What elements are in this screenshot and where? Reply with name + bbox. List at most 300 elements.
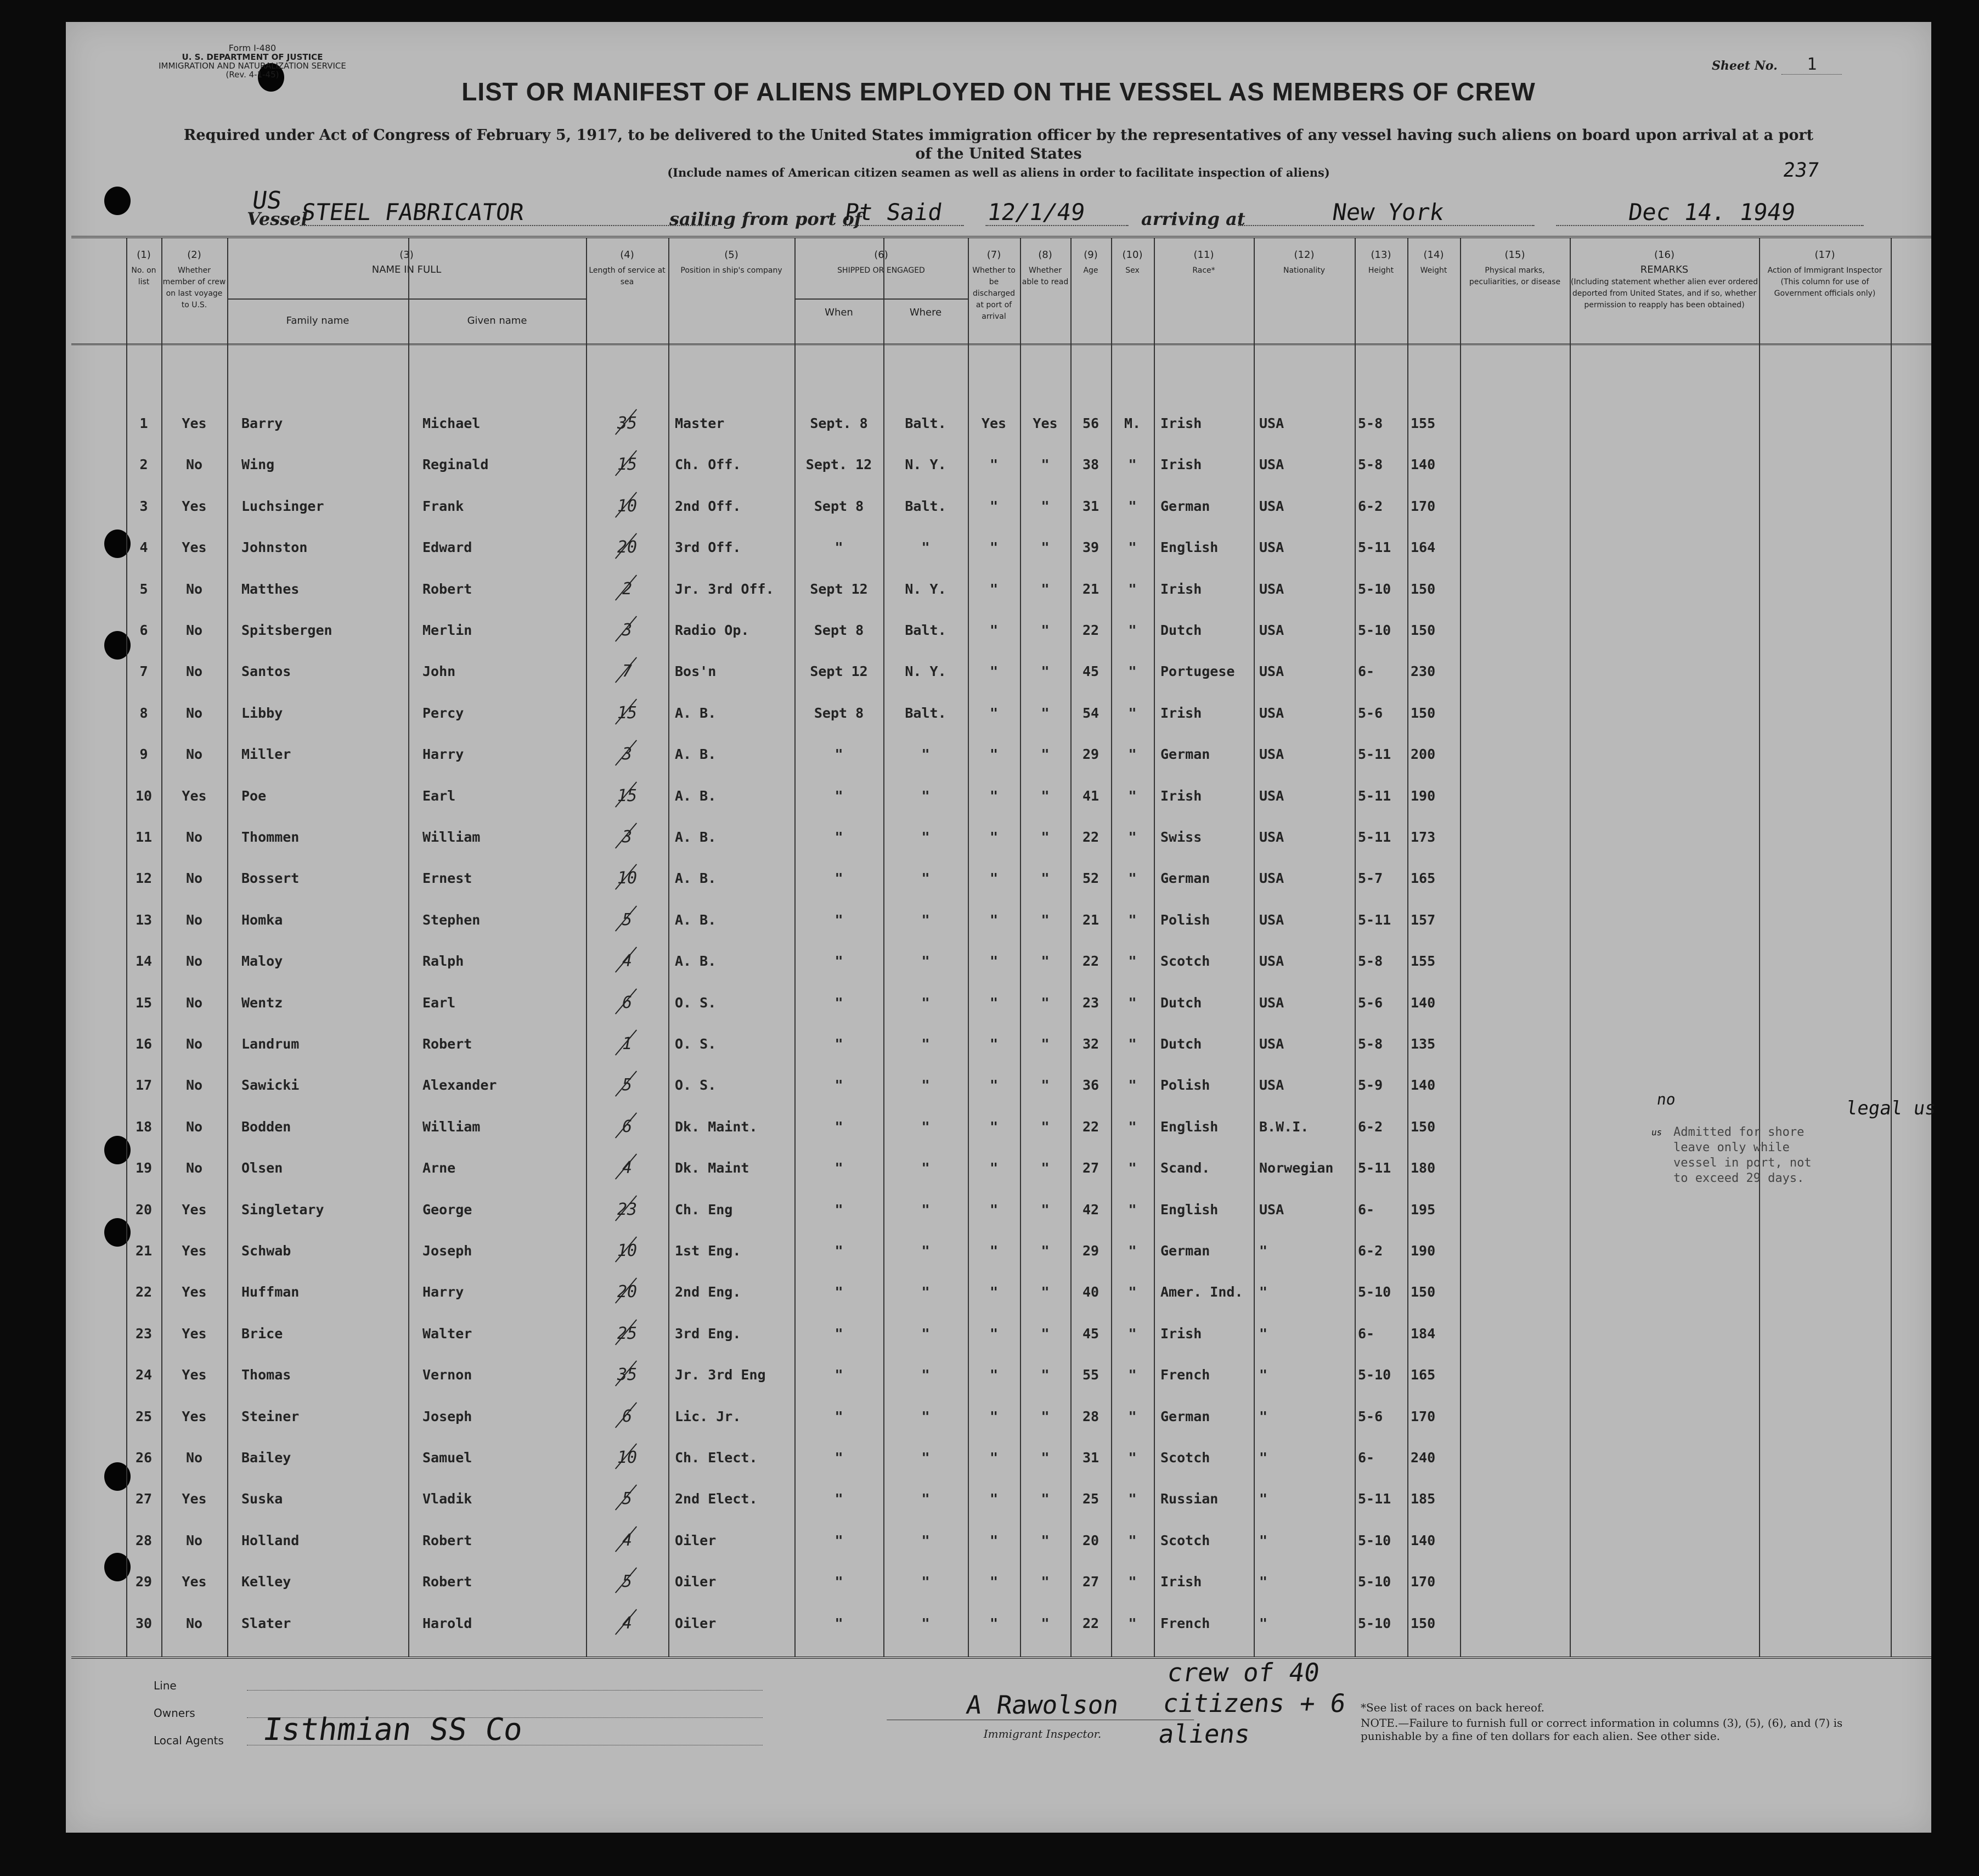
cell-given-name: Earl [422,787,456,804]
table-row [71,1603,1931,1644]
cell-last-voyage: No [185,1160,203,1176]
cell-given-name: Percy [422,705,464,721]
cell-last-voyage: Yes [182,1325,207,1342]
cell-last-voyage: Yes [182,539,207,556]
cell-shipped-where: " [921,1160,930,1176]
cell-row-number: 15 [135,994,153,1011]
cell-height: 5-11 [1358,829,1391,845]
cell-nationality: USA [1259,1077,1284,1094]
cell-sex: " [1128,1574,1137,1590]
cell-height: 6- [1358,1450,1375,1466]
cell-weight: 165 [1411,870,1436,887]
cell-row-number: 9 [139,746,148,763]
cell-discharged: " [989,622,999,638]
cell-height: 5-10 [1358,1532,1391,1548]
cell-shipped-when: " [835,1325,843,1342]
cell-shipped-when: " [835,539,843,556]
cell-weight: 170 [1411,1408,1436,1424]
page-number: 237 [1781,159,1820,182]
cell-sex: " [1128,457,1137,473]
cell-service-length: 4 [622,1530,633,1550]
col-header-6: (6) SHIPPED OR ENGAGED [837,249,925,275]
col-header-2: (2) Whether member of crew on last voyage to U.S. [162,249,226,309]
table-row [71,568,1931,610]
cell-nationality: USA [1259,663,1284,680]
cell-nationality: USA [1259,994,1284,1011]
cell-race: French [1160,1615,1210,1631]
vessel-flag: US [250,187,284,215]
cell-given-name: Merlin [422,622,472,638]
cell-service-length: 15 [617,786,638,805]
cell-service-length: 6 [622,993,633,1012]
fine-note-text: Failure to furnish full or correct information in columns (3), (5), (6), and (7) is punishable by a fine of ten dollars for each alien. See other side. [1361,1716,1843,1743]
cell-height: 5-8 [1358,415,1383,431]
cell-last-voyage: Yes [182,1243,207,1259]
cell-shipped-when: Sept 12 [810,663,868,680]
cell-service-length: 20 [617,538,638,557]
cell-race: German [1160,498,1210,514]
cell-service-length: 15 [617,703,638,723]
cell-age: 22 [1082,953,1100,970]
arriving-label: arriving at [1141,209,1245,229]
cell-sex: " [1128,1325,1137,1342]
cell-able-to-read: " [1041,1574,1050,1590]
table-row [71,1189,1931,1230]
cell-race: Irish [1160,705,1202,721]
cell-able-to-read: " [1041,581,1050,597]
cell-family-name: Bodden [241,1118,291,1135]
cell-last-voyage: No [185,1036,203,1052]
cell-given-name: Harold [422,1615,472,1631]
agents-value: Isthmian SS Co [261,1712,525,1748]
cell-sex: " [1128,994,1137,1011]
cell-position: 2nd Off. [675,498,741,514]
table-row [71,734,1931,775]
cell-age: 55 [1082,1367,1100,1383]
cell-age: 27 [1082,1160,1100,1176]
table-row [71,444,1931,485]
col-header-given: Given name [467,315,527,326]
cell-shipped-where: " [921,1243,930,1259]
cell-age: 45 [1082,1325,1100,1342]
table-row [71,1520,1931,1561]
cell-sex: " [1128,581,1137,597]
cell-discharged: " [989,870,999,887]
cell-shipped-where: " [921,1408,930,1424]
cell-given-name: Edward [422,539,472,556]
cell-last-voyage: No [185,746,203,763]
cell-service-length: 4 [622,951,633,971]
inspector-label: Immigrant Inspector. [983,1727,1102,1740]
cell-able-to-read: " [1041,787,1050,804]
cell-service-length: 3 [622,621,633,640]
cell-shipped-when: " [835,1408,843,1424]
cell-discharged: " [989,1491,999,1507]
cell-family-name: Wing [241,457,275,473]
cell-weight: 184 [1411,1325,1436,1342]
cell-position: Oiler [675,1615,717,1631]
table-row [71,1230,1931,1271]
cell-weight: 164 [1411,539,1436,556]
cell-discharged: " [989,1243,999,1259]
cell-shipped-where: " [921,994,930,1011]
agents-label: Local Agents [154,1734,224,1747]
cell-sex: " [1128,1036,1137,1052]
cell-discharged: " [989,787,999,804]
cell-sex: " [1128,1077,1137,1094]
cell-row-number: 11 [135,829,153,845]
table-row [71,858,1931,899]
cell-shipped-where: " [921,787,930,804]
cell-race: Irish [1160,581,1202,597]
department: U. S. DEPARTMENT OF JUSTICE [182,52,323,62]
cell-last-voyage: No [185,994,203,1011]
cell-sex: " [1128,1532,1137,1548]
cell-age: 36 [1082,1077,1100,1094]
cell-family-name: Singletary [241,1201,324,1218]
cell-weight: 135 [1411,1036,1436,1052]
cell-row-number: 17 [135,1077,153,1094]
cell-shipped-where: " [921,1532,930,1548]
cell-age: 42 [1082,1201,1100,1218]
cell-family-name: Barry [241,415,283,431]
cell-age: 27 [1082,1574,1100,1590]
cell-shipped-when: " [835,911,843,928]
cell-last-voyage: Yes [182,787,207,804]
cell-weight: 150 [1411,1284,1436,1300]
cell-sex: " [1128,1491,1137,1507]
cell-weight: 157 [1411,911,1436,928]
cell-discharged: " [989,994,999,1011]
cell-sex: " [1128,1615,1137,1631]
cell-given-name: Vladik [422,1491,472,1507]
cell-nationality: USA [1259,705,1284,721]
cell-row-number: 28 [135,1532,153,1548]
cell-sex: " [1128,911,1137,928]
cell-height: 5-10 [1358,622,1391,638]
table-row [71,1023,1931,1064]
cell-race: Irish [1160,415,1202,431]
cell-sex: " [1128,1284,1137,1300]
cell-weight: 230 [1411,663,1436,680]
cell-age: 21 [1082,911,1100,928]
cell-nationality: USA [1259,870,1284,887]
cell-shipped-where: " [921,1077,930,1094]
cell-position: Oiler [675,1532,717,1548]
col-header-11: (11) Race* [1192,249,1215,275]
cell-sex: " [1128,1408,1137,1424]
cell-race: French [1160,1367,1210,1383]
form-identifier [148,44,357,79]
cell-able-to-read: " [1041,1532,1050,1548]
table-row [71,775,1931,816]
table-row [71,1478,1931,1519]
cell-weight: 155 [1411,953,1436,970]
cell-height: 6- [1358,1201,1375,1218]
cell-race: German [1160,870,1210,887]
cell-shipped-where: Balt. [905,415,946,431]
cell-height: 5-11 [1358,1491,1391,1507]
cell-weight: 190 [1411,1243,1436,1259]
cell-family-name: Bossert [241,870,300,887]
table-row [71,1064,1931,1106]
cell-discharged: " [989,1036,999,1052]
cell-race: English [1160,1201,1219,1218]
cell-shipped-when: " [835,953,843,970]
cell-service-length: 3 [622,827,633,847]
cell-last-voyage: Yes [182,1284,207,1300]
race-note: *See list of races on back hereof. [1361,1701,1545,1714]
cell-able-to-read: " [1041,1325,1050,1342]
cell-family-name: Santos [241,663,291,680]
cell-given-name: Robert [422,1532,472,1548]
cell-height: 5-11 [1358,911,1391,928]
cell-given-name: Alexander [422,1077,497,1094]
cell-weight: 170 [1411,1574,1436,1590]
cell-nationality: " [1259,1532,1268,1548]
cell-given-name: Samuel [422,1450,472,1466]
remarks-text: Admitted for shore leave only while vessel in port, not to exceed 29 days. [1673,1125,1812,1185]
cell-given-name: Robert [422,1036,472,1052]
cell-family-name: Schwab [241,1243,291,1259]
cell-family-name: Bailey [241,1450,291,1466]
cell-shipped-when: Sept 8 [814,498,864,514]
cell-able-to-read: " [1041,870,1050,887]
cell-given-name: William [422,829,481,845]
cell-height: 5-10 [1358,581,1391,597]
cell-family-name: Slater [241,1615,291,1631]
cell-row-number: 4 [139,539,148,556]
cell-row-number: 24 [135,1367,153,1383]
cell-race: German [1160,1243,1210,1259]
cell-shipped-where: " [921,829,930,845]
cell-discharged: " [989,1574,999,1590]
cell-position: 3rd Off. [675,539,741,556]
cell-sex: " [1128,953,1137,970]
cell-service-length: 35 [617,1365,638,1385]
cell-discharged: " [989,1408,999,1424]
cell-race: German [1160,746,1210,763]
cell-age: 23 [1082,994,1100,1011]
cell-weight: 240 [1411,1450,1436,1466]
cell-position: Radio Op. [675,622,749,638]
cell-last-voyage: No [185,622,203,638]
cell-weight: 170 [1411,498,1436,514]
cell-weight: 200 [1411,746,1436,763]
col-header-5: (5) Position in ship's company [680,249,782,275]
cell-sex: " [1128,705,1137,721]
cell-weight: 140 [1411,1532,1436,1548]
cell-nationality: " [1259,1574,1268,1590]
cell-able-to-read: " [1041,1243,1050,1259]
sheet-number-value: 1 [1781,55,1842,75]
cell-able-to-read: " [1041,1284,1050,1300]
cell-discharged: " [989,829,999,845]
cell-row-number: 14 [135,953,153,970]
cell-family-name: Huffman [241,1284,300,1300]
cell-given-name: George [422,1201,472,1218]
table-row [71,1313,1931,1354]
cell-nationality: USA [1259,457,1284,473]
cell-shipped-where: " [921,1201,930,1218]
cell-row-number: 6 [139,622,148,638]
cell-nationality: " [1259,1243,1268,1259]
cell-height: 5-8 [1358,953,1383,970]
cell-race: Dutch [1160,994,1202,1011]
col-header-15: (15) Physical marks, peculiarities, or disease [1469,249,1561,286]
cell-able-to-read: " [1041,1118,1050,1135]
cell-row-number: 16 [135,1036,153,1052]
cell-family-name: Matthes [241,581,300,597]
page-subtitle: Required under Act of Congress of February 5, 1917, to be delivered to the United States immigration officer by the representatives of any vessel having such aliens on board upon arrival at a port of the United States [183,127,1814,162]
cell-last-voyage: Yes [182,1201,207,1218]
manifest-sheet [66,22,1938,1833]
cell-age: 25 [1082,1491,1100,1507]
cell-age: 22 [1082,1615,1100,1631]
cell-weight: 190 [1411,787,1436,804]
inspector-signature: A Rawolson [887,1690,1198,1720]
col-header-where: Where [909,307,942,318]
table-row [71,940,1931,982]
cell-row-number: 29 [135,1574,153,1590]
cell-shipped-where: Balt. [905,498,946,514]
cell-height: 5-10 [1358,1574,1391,1590]
cell-age: 28 [1082,1408,1100,1424]
col-header-1: (1) No. on list [131,249,156,286]
cell-race: Dutch [1160,1036,1202,1052]
cell-last-voyage: No [185,1118,203,1135]
cell-discharged: " [989,911,999,928]
cell-discharged: " [989,1367,999,1383]
cell-shipped-where: " [921,1325,930,1342]
cell-able-to-read: " [1041,622,1050,638]
cell-height: 5-9 [1358,1077,1383,1094]
cell-sex: " [1128,539,1137,556]
remarks-note [1650,1090,1833,1186]
cell-given-name: Walter [422,1325,472,1342]
col-header-12: (12) Nationality [1283,249,1325,275]
cell-shipped-when: " [835,1160,843,1176]
cell-height: 5-8 [1358,1036,1383,1052]
cell-position: A. B. [675,870,717,887]
cell-discharged: " [989,581,999,597]
cell-race: Dutch [1160,622,1202,638]
cell-position: A. B. [675,911,717,928]
cell-sex: " [1128,1367,1137,1383]
table-row [71,982,1931,1023]
inspector-action: legal us [1845,1097,1938,1119]
header-subrule [794,298,968,300]
cell-shipped-when: " [835,1201,843,1218]
cell-position: Jr. 3rd Off. [675,581,774,597]
cell-row-number: 13 [135,911,153,928]
cell-given-name: John [422,663,456,680]
cell-shipped-when: " [835,1367,843,1383]
cell-age: 52 [1082,870,1100,887]
page-title: LIST OR MANIFEST OF ALIENS EMPLOYED ON THE VESSEL AS MEMBERS OF CREW [461,77,1536,106]
cell-race: Irish [1160,1325,1202,1342]
header-subrule [227,298,586,300]
cell-shipped-when: Sept. 8 [810,415,868,431]
cell-discharged: " [989,953,999,970]
crew-table [71,236,1931,1659]
cell-nationality: USA [1259,498,1284,514]
cell-age: 31 [1082,498,1100,514]
cell-weight: 140 [1411,1077,1436,1094]
cell-age: 32 [1082,1036,1100,1052]
cell-age: 54 [1082,705,1100,721]
cell-height: 5-10 [1358,1615,1391,1631]
cell-shipped-when: " [835,1118,843,1135]
cell-shipped-where: " [921,1367,930,1383]
cell-last-voyage: Yes [182,415,207,431]
col-header-family: Family name [286,315,349,326]
cell-sex: " [1128,870,1137,887]
col-header-7: (7) Whether to be discharged at port of arrival [972,249,1016,321]
cell-given-name: Ralph [422,953,464,970]
cell-sex: " [1128,622,1137,638]
cell-able-to-read: " [1041,911,1050,928]
cell-nationality: " [1259,1450,1268,1466]
cell-able-to-read: " [1041,1201,1050,1218]
cell-able-to-read: " [1041,705,1050,721]
table-row [71,692,1931,734]
cell-position: Ch. Eng [675,1201,733,1218]
cell-service-length: 10 [617,1448,638,1467]
cell-shipped-where: " [921,539,930,556]
col-header-when: When [825,307,853,318]
cell-shipped-when: " [835,870,843,887]
cell-given-name: Harry [422,746,464,763]
cell-given-name: Joseph [422,1408,472,1424]
cell-weight: 180 [1411,1160,1436,1176]
table-row [71,1147,1931,1188]
cell-discharged: " [989,457,999,473]
cell-shipped-when: " [835,1036,843,1052]
cell-service-length: 6 [622,1406,633,1426]
cell-shipped-when: " [835,746,843,763]
table-row [71,816,1931,858]
cell-able-to-read: " [1041,994,1050,1011]
cell-family-name: Steiner [241,1408,300,1424]
cell-shipped-where: " [921,1615,930,1631]
header-subrule [408,298,409,343]
cell-weight: 150 [1411,1118,1436,1135]
cell-age: 31 [1082,1450,1100,1466]
cell-row-number: 3 [139,498,148,514]
cell-age: 39 [1082,539,1100,556]
cell-given-name: William [422,1118,481,1135]
cell-discharged: " [989,1160,999,1176]
cell-position: Ch. Off. [675,457,741,473]
cell-shipped-where: " [921,1574,930,1590]
cell-service-length: 7 [622,662,633,681]
cell-height: 5-11 [1358,787,1391,804]
cell-able-to-read: " [1041,1077,1050,1094]
cell-able-to-read: " [1041,663,1050,680]
cell-race: Russian [1160,1491,1219,1507]
cell-height: 5-8 [1358,457,1383,473]
cell-height: 5-6 [1358,994,1383,1011]
crew-count-note: crew of 40 citizens + 6 aliens [1157,1658,1348,1749]
cell-nationality: Norwegian [1259,1160,1334,1176]
cell-last-voyage: No [185,1077,203,1094]
cell-age: 40 [1082,1284,1100,1300]
cell-sex: " [1128,1201,1137,1218]
cell-position: O. S. [675,1036,717,1052]
cell-position: O. S. [675,994,717,1011]
cell-given-name: Reginald [422,457,489,473]
